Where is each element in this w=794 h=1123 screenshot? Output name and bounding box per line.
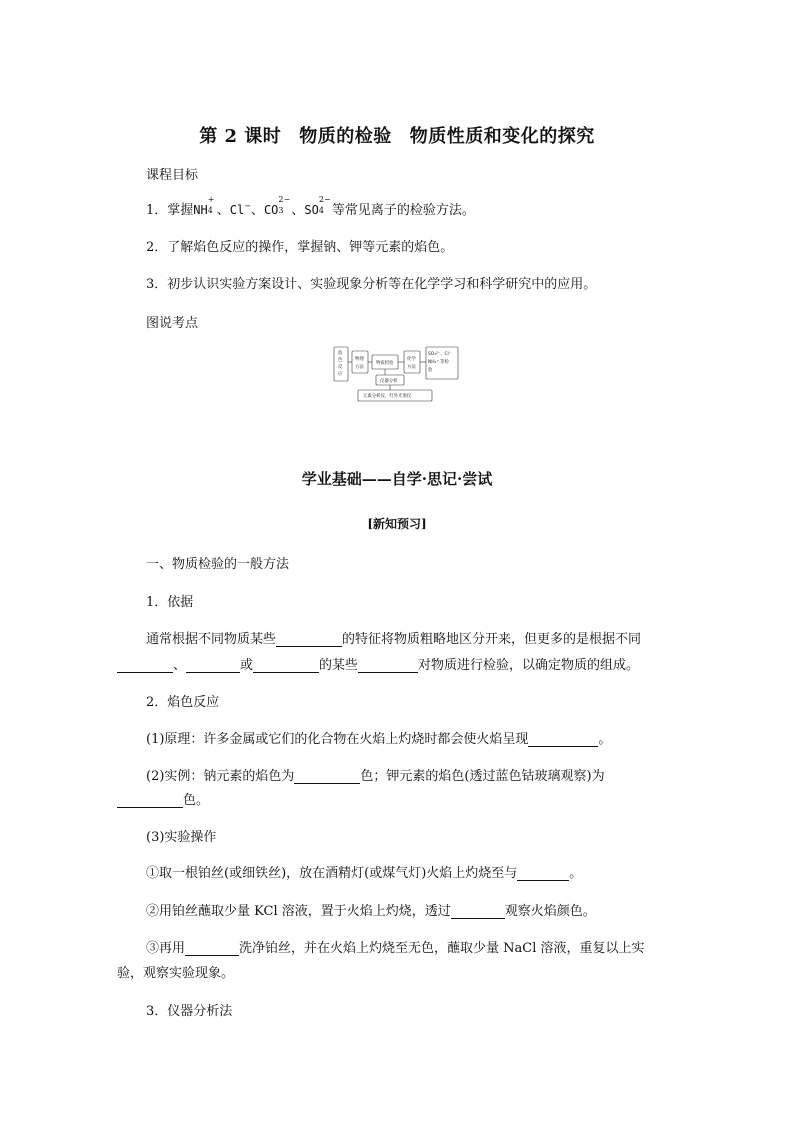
blank-field[interactable] (358, 658, 418, 673)
example-line-2: 色。 (117, 789, 209, 808)
diagram-instrument: 仪器分析 (380, 379, 398, 384)
diagram-physical-1: 物理 (355, 357, 364, 362)
diagram-ions-2: NH₄⁺ 等检 (428, 360, 449, 365)
blank-field[interactable] (186, 658, 240, 673)
part1-title: 一、物质检验的一般方法 (146, 557, 290, 572)
concept-diagram-svg (332, 345, 461, 405)
section-subheading: [新知预习] (367, 517, 427, 531)
diagram-physical-2: 方法 (355, 365, 364, 370)
principle-line: (1)原理：许多金属或它们的化合物在火焰上灼烧时都会使火焰呈现 。 (146, 732, 612, 747)
diagram-flame-char-2: 色 (338, 358, 343, 363)
page-title (0, 122, 794, 148)
title-part-1: 物质的检验 (299, 126, 392, 147)
basis-title: 1．依据 (146, 595, 194, 610)
diagram-flame-char-1: 焰 (338, 351, 343, 356)
objective-3: 3．初步认识实验方案设计、实验现象分析等在化学学习和科学研究中的应用。 (146, 277, 597, 292)
blank-field[interactable] (528, 732, 598, 747)
example-line-1: (2)实例：钠元素的焰色为 色；钾元素的焰色(透过蓝色钴玻璃观察)为 (146, 769, 605, 784)
diagram-ions-3: 验 (428, 368, 433, 373)
step-3-line-2: 验，观察实验现象。 (117, 966, 235, 981)
blank-field[interactable] (276, 632, 342, 647)
objective-1: 1．掌握NH + 4 、Cl−、CO 2− 3 、SO 2− 4 等常见离子的检验方法。 (146, 195, 475, 218)
basis-line-2: 、 或 的某些 对物质进行检验，以确定物质的组成。 (117, 654, 639, 673)
diagram-ions-1: SO₄²⁻、Cl⁻ (428, 352, 452, 357)
blank-field[interactable] (117, 658, 173, 673)
blank-field[interactable] (517, 866, 569, 881)
title-part-2: 物质性质和变化的探究 (409, 126, 595, 147)
step-3-line-1: ③再用 洗净铂丝，并在火焰上灼烧至无色，蘸取少量 NaCl 溶液，重复以上实 (146, 941, 645, 956)
blank-field[interactable] (294, 769, 360, 784)
diagram-chemical-2: 方法 (407, 365, 416, 370)
diagram-flame-char-3: 反 (338, 365, 343, 370)
blank-field[interactable] (185, 941, 239, 956)
diagram-instruments-list: 元素分析仪、红外光谱仪 (363, 394, 412, 399)
blank-field[interactable] (451, 904, 505, 919)
concept-diagram (332, 345, 461, 405)
section-heading: 学业基础——自学·思记·尝试 (301, 470, 493, 488)
objective-2: 2．了解焰色反应的操作，掌握钠、钾等元素的焰色。 (146, 240, 454, 255)
basis-line-1: 通常根据不同物质某些 的特征将物质粗略地区分开来，但更多的是根据不同 (146, 632, 642, 647)
diagram-chemical-1: 化学 (407, 357, 416, 362)
diagram-center: 物质检验 (376, 361, 394, 366)
diagram-heading: 图说考点 (146, 316, 199, 331)
operation-title: (3)实验操作 (146, 830, 217, 845)
step-1: ①取一根铂丝(或细铁丝)，放在酒精灯(或煤气灯)火焰上灼烧至与 。 (146, 866, 583, 881)
lesson-number: 第 2 课时 (199, 126, 282, 147)
diagram-flame-char-4: 应 (338, 372, 343, 377)
objectives-heading: 课程目标 (146, 168, 199, 183)
flame-title: 2．焰色反应 (146, 695, 220, 710)
blank-field[interactable] (253, 658, 319, 673)
step-2: ②用铂丝蘸取少量 KCl 溶液，置于火焰上灼烧，透过 观察火焰颜色。 (146, 904, 596, 919)
blank-field[interactable] (117, 793, 183, 808)
instrument-title: 3．仪器分析法 (146, 1004, 233, 1019)
